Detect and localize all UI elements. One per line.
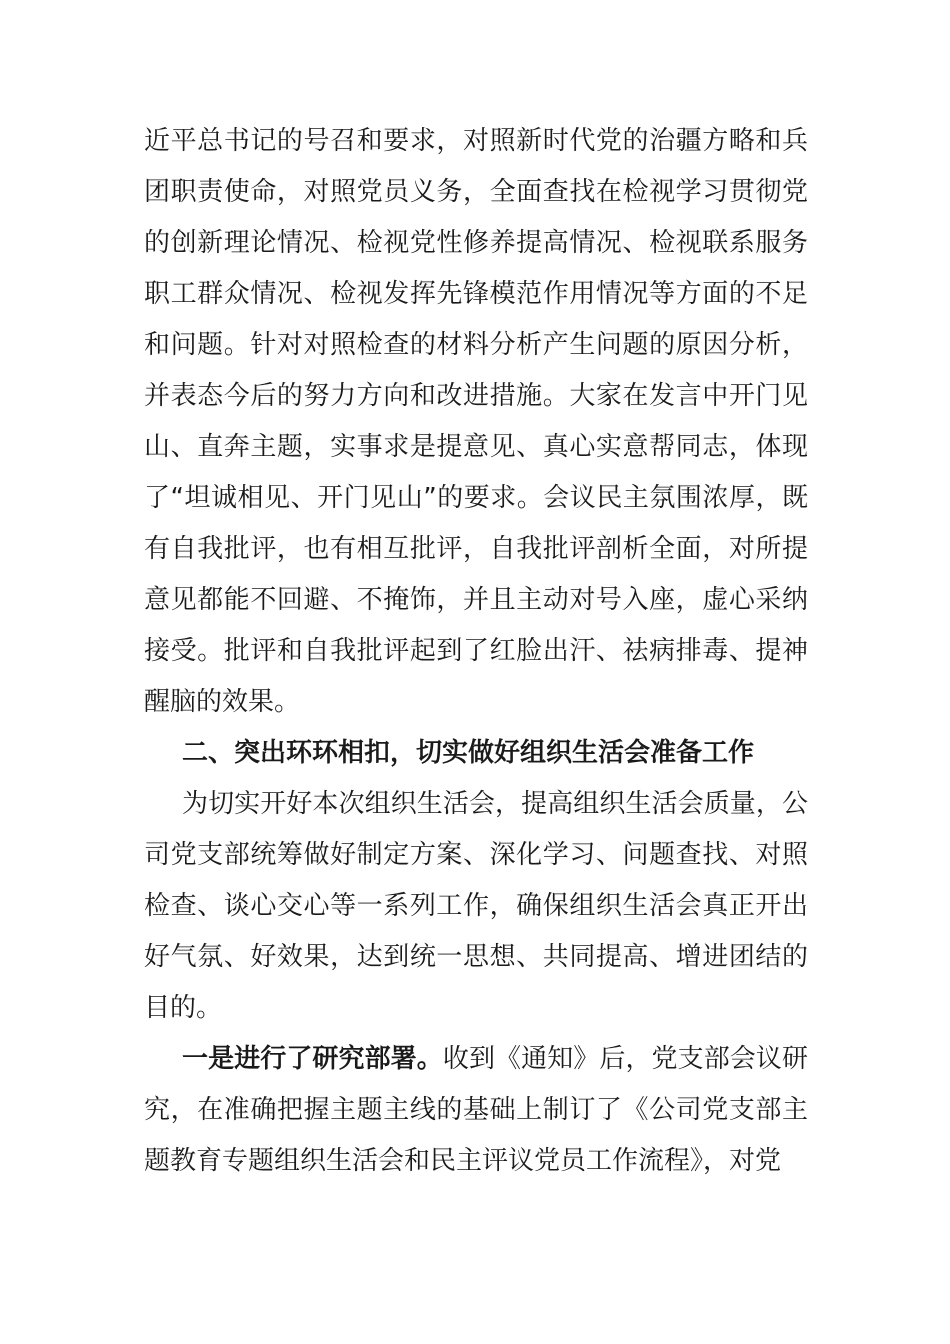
paragraph-lead-text: 一是进行了研究部署。 bbox=[182, 1044, 443, 1074]
paragraph-preparation-overview: 为切实开好本次组织生活会，提高组织生活会质量，公司党支部统筹做好制定方案、深化学习、问题查找、对照检查、谈心交心等一系列工作，确保组织生活会真正开出好气氛、好效果，达到统一思想、共同提高、增进团结的目的。 bbox=[144, 789, 808, 1023]
paragraph-body-text: 收到《通知》后，党支部会议研究，在准确把握主题主线的基础上制订了《公司党支部主题教育专题组织生活会和民主评议党员工作流程》，对党 bbox=[144, 1044, 808, 1176]
paragraph-research-deployment bbox=[144, 1034, 808, 1187]
section-heading-preparation: 二、突出环环相扣，切实做好组织生活会准备工作 bbox=[182, 738, 755, 768]
document-body bbox=[144, 116, 808, 1187]
paragraph-meeting-summary: 近平总书记的号召和要求，对照新时代党的治疆方略和兵团职责使命，对照党员义务，全面查找在检视学习贯彻党的创新理论情况、检视党性修养提高情况、检视联系服务职工群众情况、检视发挥先锋模范作用情况等方面的不足和问题。针对对照检查的材料分析产生问题的原因分析，并表态今后的努力方向和改进措施。大家在发言中开门见山、直奔主题，实事求是提意见、真心实意帮同志，体现了“坦诚相见、开门见山”的要求。会议民主氛围浓厚，既有自我批评，也有相互批评，自我批评剖析全面，对所提意见都能不回避、不掩饰，并且主动对号入座，虚心采纳接受。批评和自我批评起到了红脸出汗、祛病排毒、提神醒脑的效果。 bbox=[144, 126, 808, 717]
